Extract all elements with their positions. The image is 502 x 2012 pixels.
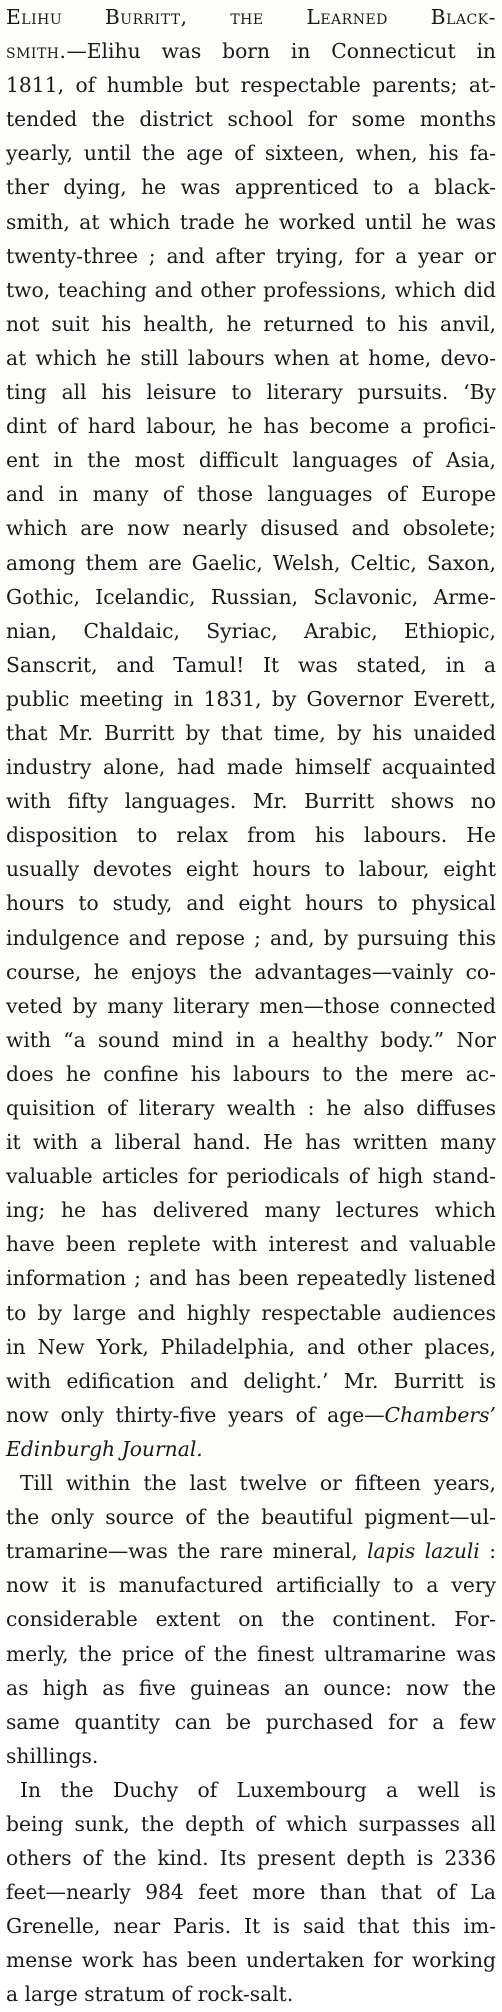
text-run: dint of hard labour, he has become a profici- [6, 414, 496, 439]
text-line [6, 375, 496, 409]
text-line [6, 955, 496, 989]
text-line [6, 716, 496, 750]
text-line [6, 1637, 496, 1671]
text-line [6, 1602, 496, 1636]
text-line [6, 921, 496, 955]
paragraph-burritt [6, 0, 496, 1466]
text-line [6, 443, 496, 477]
paragraph-ultramarine [6, 1466, 496, 1773]
text-line [6, 852, 496, 886]
text-line [6, 1432, 496, 1466]
text-run: considerable extent on the continent. For- [6, 1607, 496, 1632]
text-line [6, 1739, 496, 1773]
text-line [6, 1364, 496, 1398]
text-run: with edification and delight.’ Mr. Burritt is [6, 1368, 496, 1393]
italic-text: Chambers’ [384, 1402, 496, 1427]
text-line [6, 546, 496, 580]
text-run: now it is manufactured artificially to a very [6, 1573, 496, 1598]
text-line [6, 1977, 496, 2011]
text-run: to by large and highly respectable audiences [6, 1300, 496, 1325]
text-run: not suit his health, he returned to his anvil, [6, 311, 496, 336]
text-run: course, he enjoys the advantages—vainly co- [6, 959, 496, 984]
text-line [6, 273, 496, 307]
text-run: Till within the last twelve or fifteen years, [20, 1471, 496, 1496]
text-line [6, 1091, 496, 1125]
text-run: it with a liberal hand. He has written many [6, 1130, 496, 1155]
text-run: a large stratum of rock-salt. [6, 1982, 294, 2007]
text-run: industry alone, had made himself acquainted [6, 755, 496, 780]
italic-text: Edinburgh Journal. [6, 1436, 203, 1461]
text-run: tended the district school for some months [6, 107, 496, 132]
text-run: now only thirty-five years of age— [6, 1402, 385, 1427]
text-line [6, 886, 496, 920]
text-run: does he confine his labours to the mere ac- [6, 1061, 496, 1086]
text-column [6, 0, 496, 2012]
text-line [6, 1159, 496, 1193]
text-line [6, 580, 496, 614]
text-run: ing; he has delivered many lectures which [6, 1198, 496, 1223]
text-line [6, 1023, 496, 1057]
text-line [6, 784, 496, 818]
text-line [6, 205, 496, 239]
text-run: : [479, 1539, 496, 1564]
text-run: feet—nearly 984 feet more than that of La [6, 1880, 496, 1905]
text-run: information ; and has been repeatedly listened [6, 1266, 496, 1291]
text-line [6, 1534, 496, 1568]
text-line [6, 1193, 496, 1227]
text-line [6, 170, 496, 204]
text-line [6, 1227, 496, 1261]
text-line [6, 1500, 496, 1534]
text-run: usually devotes eight hours to labour, eight [6, 857, 496, 882]
text-run: merly, the price of the finest ultramarine was [6, 1641, 496, 1666]
text-line [6, 750, 496, 784]
text-run: shillings. [6, 1743, 99, 1768]
text-line [6, 1296, 496, 1330]
text-run: nian, Chaldaic, Syriac, Arabic, Ethiopic, [6, 618, 496, 643]
text-line [6, 1909, 496, 1943]
small-caps-text: Elihu Burritt, the Learned Black- [6, 5, 496, 29]
text-line [6, 409, 496, 443]
text-run: ther dying, he was apprenticed to a black- [6, 175, 496, 200]
text-run: Sanscrit, and Tamul! It was stated, in a [6, 652, 496, 677]
text-run: hours to study, and eight hours to physical [6, 891, 496, 916]
text-run: mense work has been undertaken for working [6, 1948, 496, 1973]
text-run: as high as five guineas an ounce: now the [6, 1675, 496, 1700]
text-run: that Mr. Burritt by that time, by his unaided [6, 720, 496, 745]
text-line [6, 239, 496, 273]
text-run: disposition to relax from his labours. He [6, 823, 496, 848]
text-run: being sunk, the depth of which surpasses all [6, 1811, 496, 1836]
text-run: indulgence and repose ; and, by pursuing this [6, 925, 496, 950]
text-run: quisition of literary wealth : he also diffuses [6, 1096, 496, 1120]
text-line [6, 1398, 496, 1432]
text-line [6, 682, 496, 716]
text-run: In the Duchy of Luxembourg a well is [20, 1777, 496, 1802]
text-run: public meeting in 1831, by Governor Everett, [6, 686, 496, 711]
text-run: Gothic, Icelandic, Russian, Sclavonic, Arme- [6, 584, 496, 609]
italic-text: lapis lazuli [367, 1539, 480, 1564]
text-run: twenty-three ; and after trying, for a year or [6, 243, 496, 268]
text-run: same quantity can be purchased for a few [6, 1709, 496, 1734]
text-run: among them are Gaelic, Welsh, Celtic, Saxon, [6, 550, 496, 575]
text-run: —Elihu was born in Connecticut in [66, 39, 496, 64]
text-line [6, 1466, 496, 1500]
text-run: ent in the most difficult languages of Asia, [6, 448, 496, 473]
small-caps-text: smith. [6, 39, 67, 64]
text-line [6, 0, 496, 34]
text-run: and in many of those languages of Europe [6, 482, 496, 507]
text-run: in New York, Philadelphia, and other places, [6, 1334, 496, 1359]
text-line [6, 1330, 496, 1364]
text-line [6, 307, 496, 341]
text-run: ting all his leisure to literary pursuits. ‘By [6, 380, 496, 405]
text-line [6, 1875, 496, 1909]
text-line [6, 102, 496, 136]
text-line [6, 136, 496, 170]
paragraph-luxembourg [6, 1773, 496, 2012]
text-line [6, 1773, 496, 1807]
text-line [6, 1125, 496, 1159]
text-run: yearly, until the age of sixteen, when, his fa- [6, 141, 496, 166]
text-line [6, 68, 496, 102]
text-run: the only source of the beautiful pigment—ul- [6, 1505, 496, 1530]
text-run: smith, at which trade he worked until he was [6, 209, 496, 234]
text-line [6, 34, 496, 68]
text-line [6, 1568, 496, 1602]
text-line [6, 1705, 496, 1739]
text-line [6, 1057, 496, 1091]
text-run: with “a sound mind in a healthy body.” Nor [6, 1027, 496, 1052]
text-line [6, 1943, 496, 1977]
text-line [6, 1841, 496, 1875]
text-run: Grenelle, near Paris. It is said that this im- [6, 1914, 496, 1939]
text-run: have been replete with interest and valuable [6, 1232, 496, 1257]
text-run: 1811, of humble but respectable parents; at- [6, 73, 496, 98]
text-line [6, 1807, 496, 1841]
text-run: which are now nearly disused and obsolete; [6, 516, 496, 541]
text-line [6, 818, 496, 852]
text-run: two, teaching and other professions, which did [6, 277, 496, 302]
text-line [6, 341, 496, 375]
text-line [6, 648, 496, 682]
text-run: with fifty languages. Mr. Burritt shows no [6, 789, 496, 814]
text-line [6, 1671, 496, 1705]
text-line [6, 477, 496, 511]
text-line [6, 614, 496, 648]
text-run: at which he still labours when at home, devo- [6, 345, 496, 370]
text-line [6, 1261, 496, 1295]
text-run: valuable articles for periodicals of high stand- [6, 1164, 496, 1189]
text-run: tramarine—was the rare mineral, [6, 1539, 368, 1564]
text-run: veted by many literary men—those connected [6, 993, 496, 1018]
text-line [6, 511, 496, 545]
text-run: others of the kind. Its present depth is 2336 [6, 1846, 496, 1871]
text-line [6, 989, 496, 1023]
